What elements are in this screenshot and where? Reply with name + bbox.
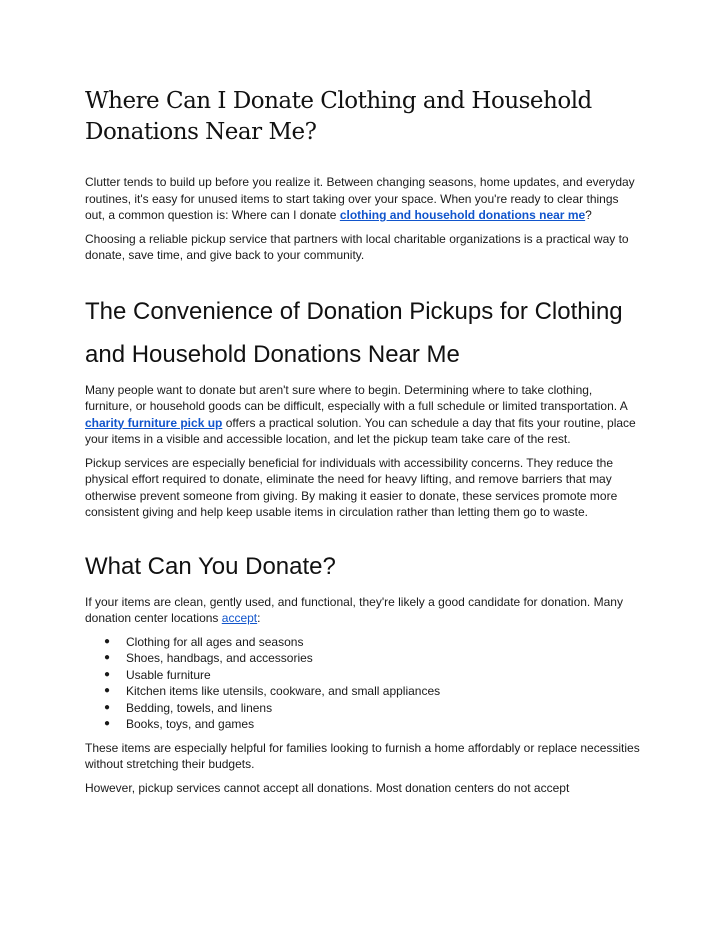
intro-paragraph-1 — [85, 174, 640, 224]
bullet-icon: ● — [104, 718, 111, 729]
clothing-donations-link[interactable]: clothing and household donations near me — [339, 208, 586, 222]
bullet-icon: ● — [104, 685, 111, 696]
list-item — [85, 667, 640, 684]
bullet-icon: ● — [104, 668, 111, 680]
bullet-icon: ● — [104, 652, 111, 663]
list-item-text: Shoes, handbags, and accessories — [126, 651, 313, 665]
list-item — [85, 683, 640, 700]
donation-items-list — [85, 634, 640, 733]
document-page — [85, 86, 640, 803]
donate-paragraph-2: These items are especially helpful for families looking to furnish a home affordably or replace necessities without stretching their budgets. — [85, 740, 640, 771]
section-heading-what-to-donate: What Can You Donate? — [85, 552, 336, 580]
bullet-icon: ● — [104, 701, 111, 713]
list-item-text: Kitchen items like utensils, cookware, and small appliances — [126, 684, 441, 698]
page-title: Where Can I Donate Clothing and Household Donations Near Me? — [85, 88, 592, 145]
intro-paragraph-1-end: ? — [585, 208, 592, 222]
donate-paragraph-1-text: If your items are clean, gently used, and functional, they're likely a good candidate for donation. Many donation center locations — [85, 594, 623, 625]
section-heading-convenience: The Convenience of Donation Pickups for Clothing and Household Donations Near Me — [85, 297, 623, 368]
convenience-paragraph-1-text: Many people want to donate but aren't sure where to begin. Determining where to take clothing, furniture, or household goods can be difficult, especially with a full schedule or limited transportation. A — [85, 382, 628, 413]
list-item — [85, 650, 640, 667]
donate-paragraph-1-end: : — [257, 611, 261, 625]
intro-paragraph-1-text: Clutter tends to build up before you realize it. Between changing seasons, home updates, and everyday routines, it's easy for unused items to start taking over your space. When you're ready to clear things out, a common question is: Where can I donate — [85, 175, 635, 222]
charity-furniture-pickup-link[interactable]: charity furniture pick up — [85, 415, 223, 430]
list-item-text: Clothing for all ages and seasons — [126, 634, 304, 649]
convenience-paragraph-1-end: offers a practical solution. You can schedule a day that fits your routine, place your items in a visible and accessible location, and let the pickup team take care of the rest. — [85, 415, 636, 446]
list-item-text: Bedding, towels, and linens — [126, 700, 273, 715]
list-item — [85, 716, 640, 733]
list-item-text: Usable furniture — [126, 667, 211, 682]
intro-paragraph-2: Choosing a reliable pickup service that partners with local charitable organizations is a practical way to donate, save time, and give back to your community. — [85, 231, 629, 262]
donate-paragraph-1 — [85, 594, 640, 627]
bullet-icon: ● — [104, 635, 111, 647]
list-item-text: Books, toys, and games — [126, 717, 255, 731]
donate-paragraph-3: However, pickup services cannot accept all donations. Most donation centers do not accept — [85, 780, 570, 795]
list-item — [85, 634, 640, 651]
list-item — [85, 700, 640, 717]
accept-link[interactable]: accept — [221, 611, 258, 625]
convenience-paragraph-1 — [85, 382, 640, 448]
convenience-paragraph-2: Pickup services are especially beneficial for individuals with accessibility concerns. They reduce the physical effort required to donate, eliminate the need for heavy lifting, and remove barriers that may otherwise prevent someone from giving. By making it easier to donate, these services promote more consistent giving and help keep usable items in circulation rather than letting them go to waste. — [85, 455, 618, 519]
